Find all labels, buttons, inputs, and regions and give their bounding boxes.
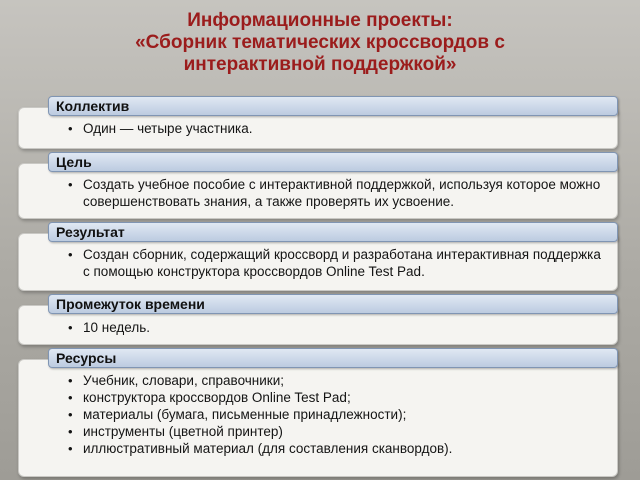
title-line-1: Информационные проекты:	[187, 10, 453, 31]
list-item: • иллюстративный материал (для составления сканвордов).	[66, 440, 608, 457]
section-resources	[18, 348, 618, 476]
slide-title	[60, 10, 580, 76]
section-items	[66, 372, 608, 457]
list-item: • инструменты (цветной принтер)	[66, 423, 608, 440]
list-item: • материалы (бумага, письменные принадлежности);	[66, 406, 608, 423]
section-goal	[18, 152, 618, 216]
title-line-3: интерактивной поддержкой»	[183, 54, 457, 75]
list-item: • Создан сборник, содержащий кроссворд и разработана интерактивная поддержка с помощью конструктора кроссвордов Online Test Pad.	[66, 246, 608, 280]
title-line-2: «Сборник тематических кроссвордов с	[135, 32, 505, 53]
section-result	[18, 222, 618, 290]
list-item: • Учебник, словари, справочники;	[66, 372, 608, 389]
list-item: • Создать учебное пособие с интерактивной поддержкой, используя которое можно совершенствовать знания, а также проверять их усвоение.	[66, 176, 608, 210]
section-duration	[18, 294, 618, 344]
section-heading: Цель	[48, 152, 618, 172]
list-item: • 10 недель.	[66, 319, 608, 336]
section-items	[66, 246, 608, 280]
section-items	[66, 176, 608, 210]
section-items	[66, 120, 608, 137]
section-items	[66, 319, 608, 336]
list-item: • Один — четыре участника.	[66, 120, 608, 137]
list-item: • конструктора кроссвордов Online Test Pad;	[66, 389, 608, 406]
section-heading: Промежуток времени	[48, 294, 618, 314]
section-team	[18, 96, 618, 148]
section-heading: Ресурсы	[48, 348, 618, 368]
section-heading: Коллектив	[48, 96, 618, 116]
section-heading: Результат	[48, 222, 618, 242]
